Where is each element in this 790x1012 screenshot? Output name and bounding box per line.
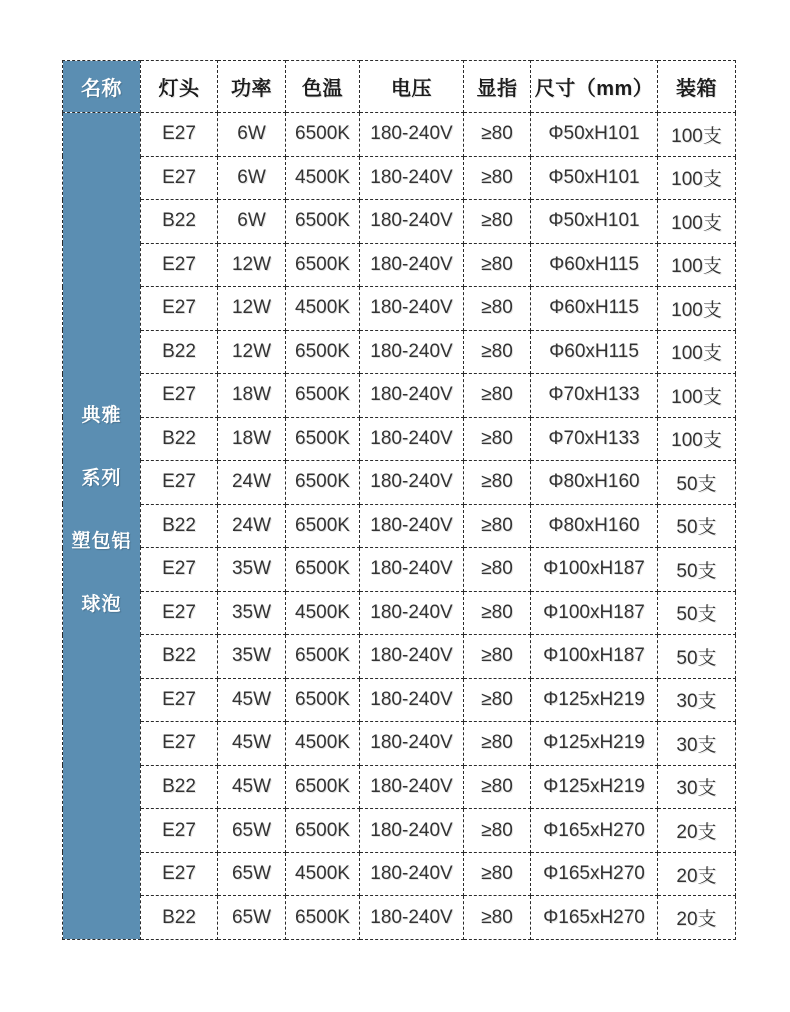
spec-cell: Φ60xH115 bbox=[531, 330, 658, 374]
spec-cell: 20支 bbox=[658, 896, 736, 940]
spec-cell: ≥80 bbox=[464, 156, 531, 200]
series-name-lines bbox=[63, 400, 140, 616]
spec-cell: Φ100xH187 bbox=[531, 548, 658, 592]
table-row bbox=[63, 852, 736, 896]
spec-cell: 12W bbox=[218, 287, 286, 331]
spec-cell: 6W bbox=[218, 156, 286, 200]
table-row bbox=[63, 113, 736, 157]
spec-cell: 18W bbox=[218, 374, 286, 418]
spec-cell: ≥80 bbox=[464, 417, 531, 461]
spec-cell: 65W bbox=[218, 896, 286, 940]
spec-cell: 35W bbox=[218, 591, 286, 635]
spec-cell: 180-240V bbox=[360, 113, 464, 157]
spec-cell: 50支 bbox=[658, 591, 736, 635]
spec-cell: 6500K bbox=[286, 330, 360, 374]
spec-cell: Φ125xH219 bbox=[531, 765, 658, 809]
table-row bbox=[63, 809, 736, 853]
spec-cell: 18W bbox=[218, 417, 286, 461]
spec-cell: 180-240V bbox=[360, 678, 464, 722]
spec-cell: ≥80 bbox=[464, 200, 531, 244]
spec-cell: E27 bbox=[141, 678, 218, 722]
spec-cell: 6500K bbox=[286, 200, 360, 244]
product-spec-table bbox=[62, 60, 736, 940]
spec-cell: 45W bbox=[218, 678, 286, 722]
spec-cell: Φ80xH160 bbox=[531, 461, 658, 505]
header-name: 名称 bbox=[63, 61, 141, 113]
spec-cell: ≥80 bbox=[464, 287, 531, 331]
spec-cell: B22 bbox=[141, 896, 218, 940]
spec-cell: B22 bbox=[141, 635, 218, 679]
spec-cell: Φ50xH101 bbox=[531, 156, 658, 200]
spec-cell: E27 bbox=[141, 461, 218, 505]
spec-cell: 30支 bbox=[658, 678, 736, 722]
table-row bbox=[63, 504, 736, 548]
spec-cell: 100支 bbox=[658, 417, 736, 461]
spec-cell: 6500K bbox=[286, 113, 360, 157]
spec-cell: 6500K bbox=[286, 765, 360, 809]
spec-cell: 20支 bbox=[658, 809, 736, 853]
table-row bbox=[63, 591, 736, 635]
spec-cell: 180-240V bbox=[360, 896, 464, 940]
spec-cell: E27 bbox=[141, 374, 218, 418]
spec-cell: 6500K bbox=[286, 417, 360, 461]
header-color-temp: 色温 bbox=[286, 61, 360, 113]
spec-cell: 180-240V bbox=[360, 156, 464, 200]
spec-cell: 4500K bbox=[286, 156, 360, 200]
spec-cell: E27 bbox=[141, 548, 218, 592]
series-name-cell bbox=[63, 113, 141, 940]
spec-cell: 12W bbox=[218, 243, 286, 287]
spec-cell: ≥80 bbox=[464, 765, 531, 809]
spec-cell: 4500K bbox=[286, 852, 360, 896]
header-row bbox=[63, 61, 736, 113]
spec-cell: 100支 bbox=[658, 287, 736, 331]
spec-cell: 6500K bbox=[286, 548, 360, 592]
spec-cell: Φ165xH270 bbox=[531, 809, 658, 853]
spec-cell: 50支 bbox=[658, 504, 736, 548]
spec-cell: 65W bbox=[218, 809, 286, 853]
spec-cell: E27 bbox=[141, 113, 218, 157]
spec-cell: 180-240V bbox=[360, 635, 464, 679]
spec-cell: Φ60xH115 bbox=[531, 287, 658, 331]
table-row bbox=[63, 896, 736, 940]
spec-cell: Φ125xH219 bbox=[531, 678, 658, 722]
table-row bbox=[63, 200, 736, 244]
spec-cell: ≥80 bbox=[464, 461, 531, 505]
spec-cell: 100支 bbox=[658, 243, 736, 287]
header-size-mm: 尺寸（mm） bbox=[531, 61, 658, 113]
table-row bbox=[63, 678, 736, 722]
spec-cell: 45W bbox=[218, 722, 286, 766]
spec-cell: Φ60xH115 bbox=[531, 243, 658, 287]
spec-cell: 180-240V bbox=[360, 330, 464, 374]
spec-cell: Φ80xH160 bbox=[531, 504, 658, 548]
header-voltage: 电压 bbox=[360, 61, 464, 113]
spec-cell: 30支 bbox=[658, 722, 736, 766]
spec-cell: 100支 bbox=[658, 113, 736, 157]
spec-cell: 6500K bbox=[286, 374, 360, 418]
header-cri: 显指 bbox=[464, 61, 531, 113]
spec-cell: E27 bbox=[141, 287, 218, 331]
spec-cell: 6500K bbox=[286, 809, 360, 853]
spec-cell: E27 bbox=[141, 809, 218, 853]
table-row bbox=[63, 287, 736, 331]
spec-cell: 6500K bbox=[286, 504, 360, 548]
spec-cell: B22 bbox=[141, 504, 218, 548]
spec-cell: 180-240V bbox=[360, 374, 464, 418]
spec-cell: 6500K bbox=[286, 461, 360, 505]
spec-cell: Φ70xH133 bbox=[531, 417, 658, 461]
spec-cell: ≥80 bbox=[464, 722, 531, 766]
spec-cell: 4500K bbox=[286, 287, 360, 331]
spec-cell: 6500K bbox=[286, 678, 360, 722]
header-power: 功率 bbox=[218, 61, 286, 113]
spec-cell: 180-240V bbox=[360, 765, 464, 809]
spec-cell: 180-240V bbox=[360, 417, 464, 461]
spec-cell: E27 bbox=[141, 243, 218, 287]
spec-cell: ≥80 bbox=[464, 896, 531, 940]
spec-cell: Φ100xH187 bbox=[531, 591, 658, 635]
spec-cell: B22 bbox=[141, 330, 218, 374]
spec-cell: 100支 bbox=[658, 330, 736, 374]
spec-cell: 4500K bbox=[286, 591, 360, 635]
spec-cell: ≥80 bbox=[464, 809, 531, 853]
spec-cell: 24W bbox=[218, 504, 286, 548]
spec-cell: 180-240V bbox=[360, 243, 464, 287]
table-row bbox=[63, 765, 736, 809]
spec-cell: E27 bbox=[141, 591, 218, 635]
spec-cell: ≥80 bbox=[464, 591, 531, 635]
table-row bbox=[63, 417, 736, 461]
table-row bbox=[63, 722, 736, 766]
spec-cell: ≥80 bbox=[464, 852, 531, 896]
spec-cell: 180-240V bbox=[360, 548, 464, 592]
spec-cell: 50支 bbox=[658, 635, 736, 679]
table-row bbox=[63, 156, 736, 200]
spec-cell: 100支 bbox=[658, 200, 736, 244]
spec-cell: 100支 bbox=[658, 374, 736, 418]
series-name-line: 系列 bbox=[81, 468, 122, 489]
spec-cell: 180-240V bbox=[360, 722, 464, 766]
spec-cell: ≥80 bbox=[464, 113, 531, 157]
spec-cell: Φ125xH219 bbox=[531, 722, 658, 766]
spec-cell: 180-240V bbox=[360, 591, 464, 635]
spec-cell: ≥80 bbox=[464, 678, 531, 722]
spec-cell: ≥80 bbox=[464, 635, 531, 679]
spec-cell: ≥80 bbox=[464, 374, 531, 418]
spec-cell: 35W bbox=[218, 635, 286, 679]
spec-cell: 12W bbox=[218, 330, 286, 374]
spec-cell: 100支 bbox=[658, 156, 736, 200]
table-row bbox=[63, 548, 736, 592]
series-name-line: 塑包铝 bbox=[71, 531, 132, 552]
spec-cell: 65W bbox=[218, 852, 286, 896]
spec-cell: 6500K bbox=[286, 243, 360, 287]
spec-cell: Φ165xH270 bbox=[531, 852, 658, 896]
spec-cell: ≥80 bbox=[464, 330, 531, 374]
spec-cell: 4500K bbox=[286, 722, 360, 766]
spec-cell: ≥80 bbox=[464, 243, 531, 287]
spec-cell: Φ165xH270 bbox=[531, 896, 658, 940]
spec-cell: 45W bbox=[218, 765, 286, 809]
spec-cell: 6W bbox=[218, 113, 286, 157]
spec-cell: 20支 bbox=[658, 852, 736, 896]
series-name-line: 球泡 bbox=[81, 594, 122, 615]
series-name-line: 典雅 bbox=[81, 405, 122, 426]
spec-cell: 180-240V bbox=[360, 504, 464, 548]
spec-cell: 180-240V bbox=[360, 852, 464, 896]
table-body bbox=[63, 113, 736, 940]
table-row bbox=[63, 243, 736, 287]
spec-cell: Φ70xH133 bbox=[531, 374, 658, 418]
spec-cell: 180-240V bbox=[360, 809, 464, 853]
spec-cell: ≥80 bbox=[464, 548, 531, 592]
spec-cell: 6W bbox=[218, 200, 286, 244]
spec-cell: B22 bbox=[141, 765, 218, 809]
table-row bbox=[63, 374, 736, 418]
spec-cell: 6500K bbox=[286, 635, 360, 679]
spec-cell: 30支 bbox=[658, 765, 736, 809]
spec-cell: Φ100xH187 bbox=[531, 635, 658, 679]
spec-cell: ≥80 bbox=[464, 504, 531, 548]
table-row bbox=[63, 330, 736, 374]
spec-cell: E27 bbox=[141, 722, 218, 766]
spec-cell: 180-240V bbox=[360, 287, 464, 331]
table-row bbox=[63, 461, 736, 505]
spec-cell: 6500K bbox=[286, 896, 360, 940]
spec-cell: 180-240V bbox=[360, 461, 464, 505]
spec-cell: 180-240V bbox=[360, 200, 464, 244]
spec-cell: 24W bbox=[218, 461, 286, 505]
table-row bbox=[63, 635, 736, 679]
spec-cell: 35W bbox=[218, 548, 286, 592]
header-lamp-base: 灯头 bbox=[141, 61, 218, 113]
spec-cell: Φ50xH101 bbox=[531, 113, 658, 157]
spec-cell: Φ50xH101 bbox=[531, 200, 658, 244]
spec-cell: E27 bbox=[141, 852, 218, 896]
spec-cell: E27 bbox=[141, 156, 218, 200]
header-packing: 装箱 bbox=[658, 61, 736, 113]
spec-cell: B22 bbox=[141, 200, 218, 244]
spec-cell: B22 bbox=[141, 417, 218, 461]
spec-cell: 50支 bbox=[658, 461, 736, 505]
spec-cell: 50支 bbox=[658, 548, 736, 592]
